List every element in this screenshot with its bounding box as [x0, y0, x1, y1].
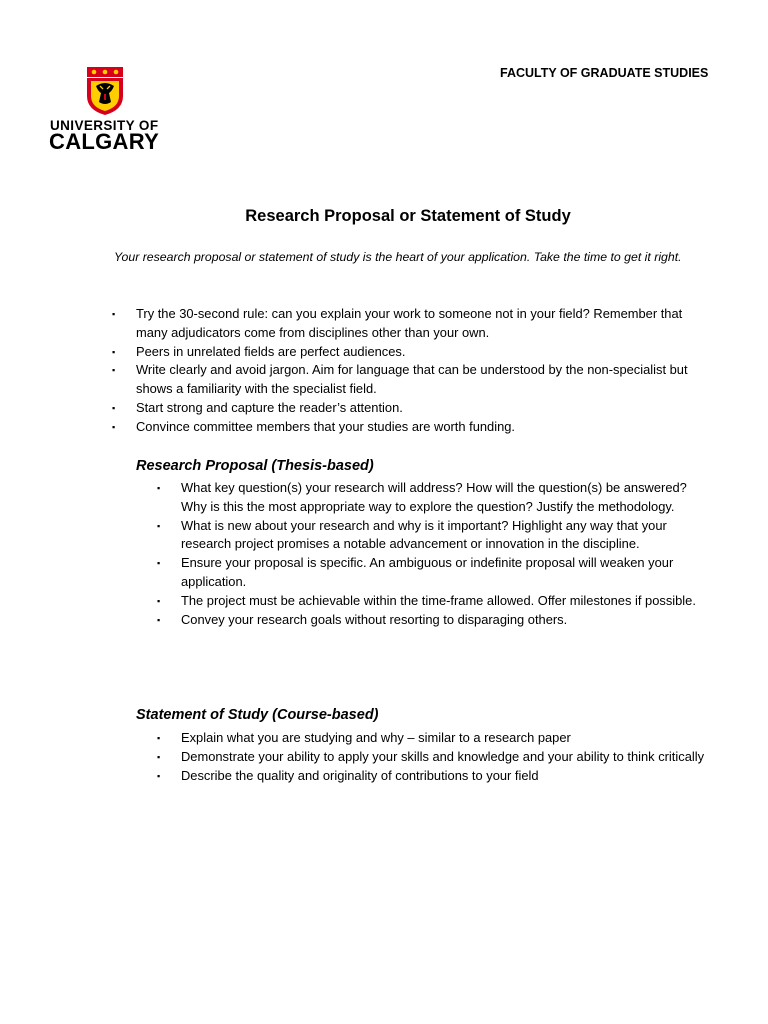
list-item-text: Explain what you are studying and why – similar to a research paper — [181, 730, 571, 745]
main-bullet-list — [112, 305, 712, 437]
list-item — [157, 767, 712, 786]
section-heading-research-proposal: Research Proposal (Thesis-based) — [136, 458, 374, 474]
statement-of-study-list — [157, 729, 712, 785]
faculty-name: FACULTY OF GRADUATE STUDIES — [500, 66, 709, 80]
list-item — [157, 517, 712, 555]
university-logo — [50, 66, 162, 154]
bullet-icon: ▪ — [157, 751, 161, 762]
list-item — [157, 479, 712, 517]
bullet-icon: ▪ — [157, 483, 161, 493]
list-item-text: Demonstrate your ability to apply your skills and knowledge and your ability to think critically — [181, 748, 705, 764]
list-item-text: Convey your research goals without resorting to disparaging others. — [181, 611, 568, 627]
list-item-text: What key question(s) your research will address? How will the question(s) be answered? Why is this the most appropriate way to explore the question? Justify the methodology. — [181, 480, 687, 514]
list-item — [157, 729, 712, 748]
bullet-icon: ▪ — [157, 770, 161, 781]
bullet-icon: ▪ — [112, 421, 116, 432]
logo-text-university-of: UNIVERSITY OF — [50, 118, 159, 133]
logo-text-calgary: CALGARY — [49, 129, 160, 154]
bullet-icon: ▪ — [157, 520, 161, 531]
list-item — [112, 418, 712, 437]
bullet-icon: ▪ — [112, 309, 116, 319]
bullet-icon: ▪ — [157, 558, 161, 569]
bullet-icon: ▪ — [157, 614, 161, 625]
research-proposal-list — [157, 479, 712, 629]
list-item — [112, 343, 712, 362]
list-item — [157, 554, 712, 592]
bullet-icon: ▪ — [112, 402, 116, 413]
list-item-text: Ensure your proposal is specific. An ambiguous or indefinite proposal will weaken your application. — [181, 555, 674, 589]
list-item-text: Convince committee members that your studies are worth funding. — [136, 418, 516, 434]
intro-text: Your research proposal or statement of study is the heart of your application. Take the time to get it right. — [114, 250, 682, 264]
document-title: Research Proposal or Statement of Study — [245, 207, 571, 225]
list-item — [157, 592, 712, 611]
list-item-text: Write clearly and avoid jargon. Aim for language that can be understood by the non-specialist but shows a familiarity with the specialist field. — [136, 362, 688, 397]
bullet-icon: ▪ — [112, 365, 116, 376]
bullet-icon: ▪ — [112, 346, 116, 357]
list-item — [157, 748, 712, 767]
list-item-text: Start strong and capture the reader’s attention. — [136, 399, 403, 415]
list-item — [112, 361, 712, 399]
university-crest-icon — [85, 66, 125, 116]
bullet-icon: ▪ — [157, 733, 161, 743]
list-item — [112, 305, 712, 343]
list-item-text: What is new about your research and why is it important? Highlight any way that your research project promises a notable advancement or innovation in the discipline. — [181, 517, 667, 552]
list-item-text: Try the 30-second rule: can you explain your work to someone not in your field? Remember that many adjudicators come from disciplines other than your own. — [136, 306, 683, 340]
list-item-text: Describe the quality and originality of contributions to your field — [181, 767, 539, 783]
list-item-text: Peers in unrelated fields are perfect audiences. — [136, 343, 406, 359]
bullet-icon: ▪ — [157, 595, 161, 606]
section-heading-statement-of-study: Statement of Study (Course-based) — [136, 707, 379, 723]
list-item — [112, 399, 712, 418]
list-item-text: The project must be achievable within the time-frame allowed. Offer milestones if possible. — [181, 592, 696, 608]
list-item — [157, 611, 712, 630]
